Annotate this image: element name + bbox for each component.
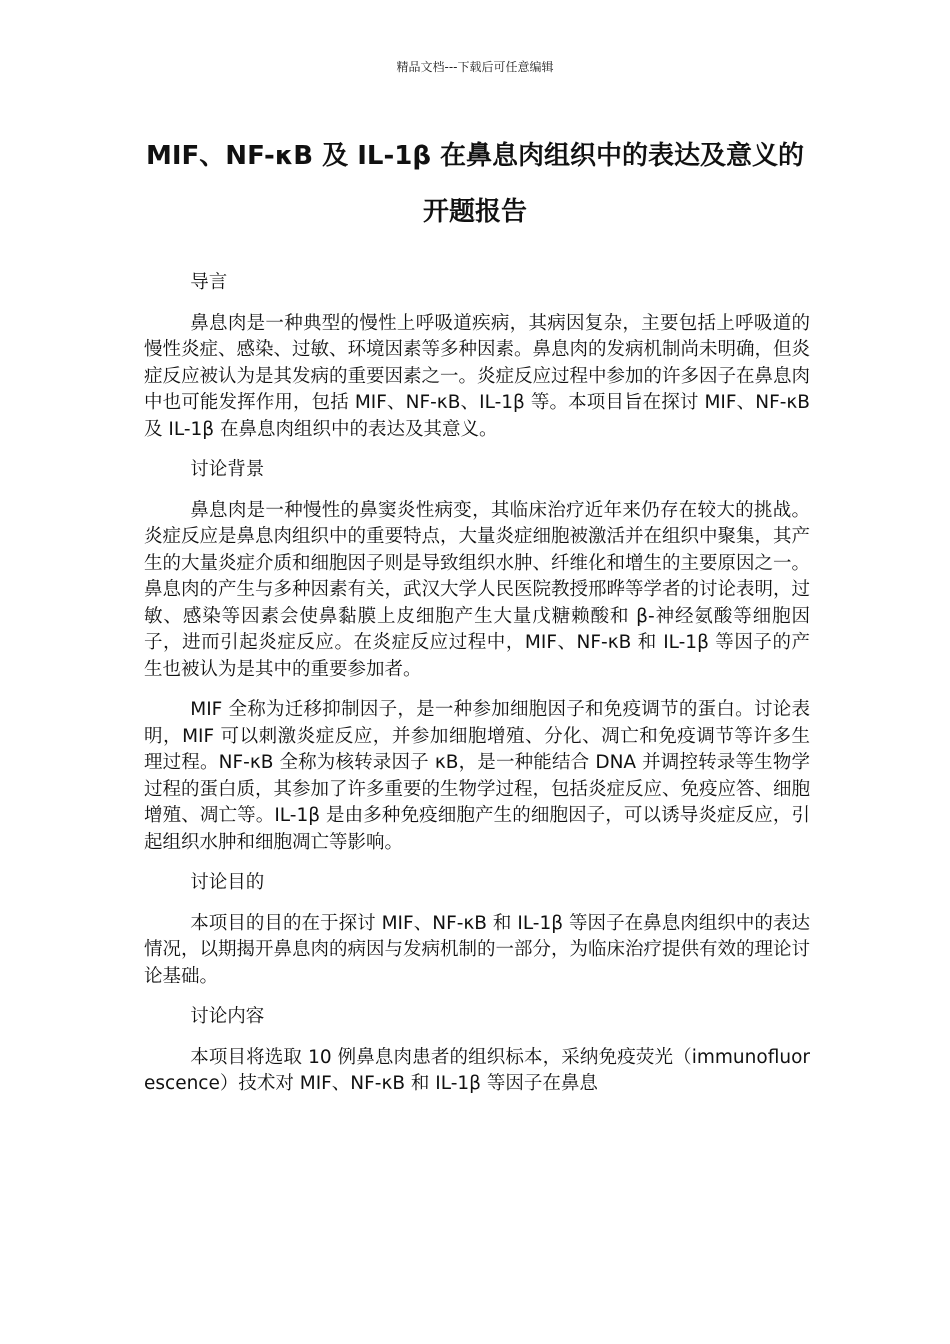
section-heading-background: 讨论背景 <box>190 459 265 480</box>
section-heading-purpose: 讨论目的 <box>190 872 265 893</box>
section-heading-intro: 导言 <box>190 272 228 293</box>
paragraph-purpose: 本项目的目的在于探讨 MIF、NF-κB 和 IL-1β 等因子在鼻息肉组织中的表达情况，以期揭开鼻息肉的病因与发病机制的一部分，为临床治疗提供有效的理论讨论基础。 <box>144 912 811 987</box>
paragraph-background-2: MIF 全称为迁移抑制因子，是一种参加细胞因子和免疫调节的蛋白。讨论表明，MIF 可以刺激炎症反应，并参加细胞增殖、分化、凋亡和免疫调节等许多生理过程。NF-κB 全称为核转录因子 κB，是一种能结合 DNA 并调控转录等生物学过程的蛋白质，其参加了许多重要的生物学过程，包括炎症反应、免疫应答、细胞增殖、凋亡等。IL-1β 是由多种免疫细胞产生的细胞因子，可以诱导炎症反应，引起组织水肿和细胞凋亡等影响。 <box>144 699 811 853</box>
section-heading-content: 讨论内容 <box>190 1006 265 1027</box>
paragraph-background-1: 鼻息肉是一种慢性的鼻窦炎性病变，其临床治疗近年来仍存在较大的挑战。炎症反应是鼻息肉组织中的重要特点，大量炎症细胞被激活并在组织中聚集，其产生的大量炎症介质和细胞因子则是导致组织水肿、纤维化和增生的主要原因之一。鼻息肉的产生与多种因素有关，武汉大学人民医院教授邢晔等学者的讨论表明，过敏、感染等因素会使鼻黏膜上皮细胞产生大量戊糖赖酸和 β-神经氨酸等细胞因子，进而引起炎症反应。在炎症反应过程中，MIF、NF-κB 和 IL-1β 等因子的产生也被认为是其中的重要参加者。 <box>144 499 811 680</box>
paragraph-intro: 鼻息肉是一种典型的慢性上呼吸道疾病，其病因复杂，主要包括上呼吸道的慢性炎症、感染、过敏、环境因素等多种因素。鼻息肉的发病机制尚未明确，但炎症反应被认为是其发病的重要因素之一。炎症反应过程中参加的许多因子在鼻息肉中也可能发挥作用，包括 MIF、NF-κB、IL-1β 等。本项目旨在探讨 MIF、NF-κB 及 IL-1β 在鼻息肉组织中的表达及其意义。 <box>144 312 811 440</box>
header-note: 精品文档---下载后可任意编辑 <box>396 60 554 74</box>
paragraph-content: 本项目将选取 10 例鼻息肉患者的组织标本，采纳免疫荧光（immunofluorescence）技术对 MIF、NF-κB 和 IL-1β 等因子在鼻息 <box>144 1046 810 1094</box>
page-title: MIF、NF-κB 及 IL-1β 在鼻息肉组织中的表达及意义的开题报告 <box>146 141 804 227</box>
document-body <box>144 270 810 1112</box>
